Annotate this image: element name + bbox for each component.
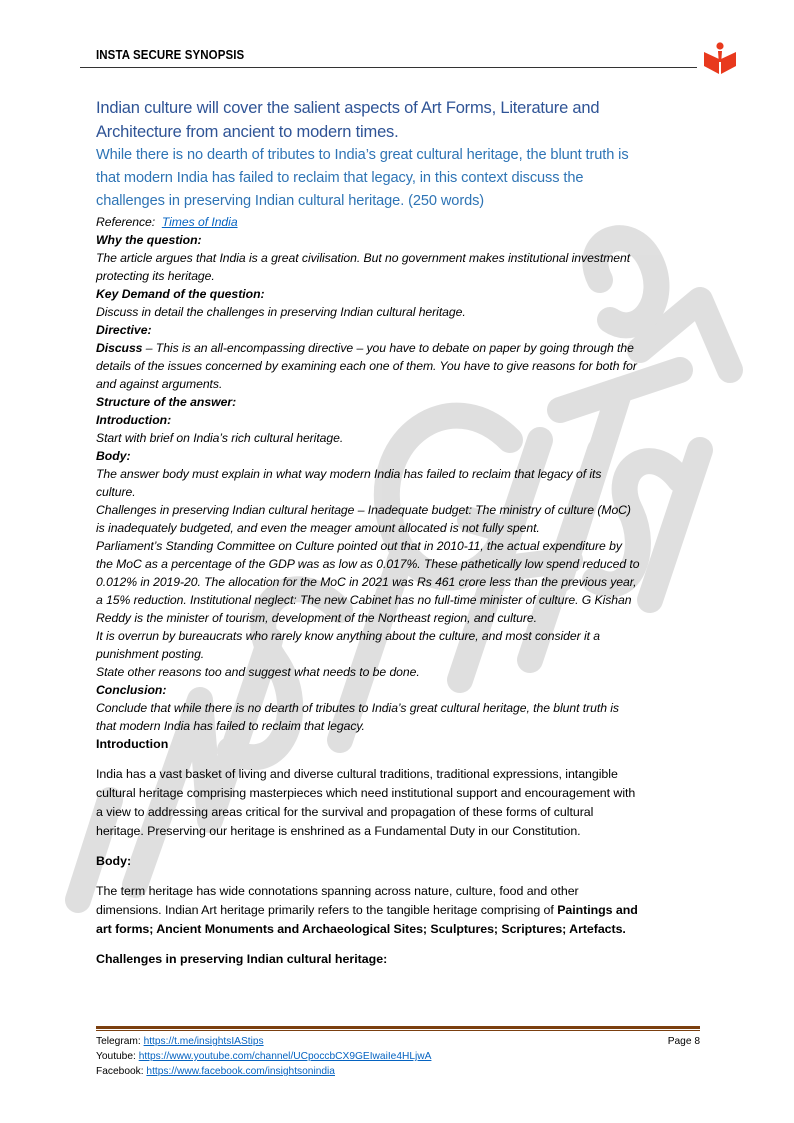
- footer-facebook: [96, 1064, 700, 1079]
- question-line2: that modern India has failed to reclaim that legacy, in this context discuss the: [96, 170, 584, 186]
- structure-intro-heading: Introduction:: [96, 413, 172, 427]
- intro-line: a view to addressing areas critical for the survival and propagation of these forms of cultural: [96, 805, 594, 819]
- facebook-label: Facebook:: [96, 1066, 147, 1077]
- directive-line3: and against arguments.: [96, 377, 223, 391]
- footer-divider-thin: [96, 1030, 700, 1031]
- structure-conclusion-heading: Conclusion:: [96, 683, 167, 697]
- header-divider: [80, 67, 697, 68]
- key-demand-text: Discuss in detail the challenges in preserving Indian cultural heritage.: [96, 305, 466, 319]
- answer-intro-text: [96, 765, 701, 841]
- facebook-link[interactable]: https://www.facebook.com/insightsonindia: [146, 1066, 335, 1077]
- conclusion-line: Conclude that while there is no dearth of tributes to India’s great cultural heritage, the blunt truth is: [96, 701, 619, 715]
- body-line: The answer body must explain in what way modern India has failed to reclaim that legacy of its: [96, 467, 602, 481]
- why-text: [96, 249, 701, 285]
- conclusion-line: that modern India has failed to reclaim that legacy.: [96, 719, 365, 733]
- question-text: [96, 144, 701, 213]
- body-line: Parliament’s Standing Committee on Culture pointed out that in 2010-11, the actual expenditure by: [96, 539, 622, 553]
- directive-line2: details of the issues concerned by examining each one of them. You have to give reasons for both for: [96, 359, 637, 373]
- directive-bold-word: Discuss: [96, 341, 143, 355]
- answer-body-line2: dimensions. Indian Art heritage primarily refers to the tangible heritage comprising of: [96, 903, 558, 917]
- intro-line: India has a vast basket of living and diverse cultural traditions, traditional expressions, intangible: [96, 767, 618, 781]
- intro-line: heritage. Preserving our heritage is enshrined as a Fundamental Duty in our Constitution.: [96, 824, 581, 838]
- footer-youtube: [96, 1049, 700, 1064]
- reference-link[interactable]: Times of India: [161, 215, 238, 229]
- body-line: culture.: [96, 485, 136, 499]
- youtube-label: Youtube:: [96, 1051, 139, 1062]
- telegram-link[interactable]: https://t.me/insightsIAStips: [143, 1036, 264, 1047]
- body-line: the MoC as a percentage of the GDP was as low as 0.017%. These pathetically low spend reduced to: [96, 557, 640, 571]
- footer-telegram: [96, 1034, 700, 1049]
- page-footer: [96, 1034, 700, 1079]
- structure-intro-text: Start with brief on India’s rich cultural heritage.: [96, 431, 344, 445]
- directive-line1: – This is an all-encompassing directive – you have to debate on paper by going through the: [142, 341, 634, 355]
- challenges-heading: Challenges in preserving Indian cultural heritage:: [96, 952, 388, 966]
- question-line3: challenges in preserving Indian cultural heritage. (250 words): [96, 193, 485, 209]
- answer-body-line2-bold: Paintings and: [557, 903, 638, 917]
- question-line1: While there is no dearth of tributes to India’s great cultural heritage, the blunt truth is: [96, 147, 629, 163]
- structure-conclusion-text: [96, 699, 701, 735]
- answer-intro-heading: Introduction: [96, 737, 169, 751]
- page-number: Page 8: [667, 1036, 700, 1047]
- body-line: Challenges in preserving Indian cultural heritage – Inadequate budget: The ministry of culture (MoC): [96, 503, 631, 517]
- why-line1: The article argues that India is a great civilisation. But no government makes institutional investment: [96, 251, 631, 265]
- body-line: a 15% reduction. Institutional neglect: The new Cabinet has no full-time minister of culture. G Kishan: [96, 593, 632, 607]
- telegram-label: Telegram:: [96, 1036, 144, 1047]
- body-line: punishment posting.: [96, 647, 205, 661]
- directive-text: [96, 339, 701, 393]
- directive-heading: Directive:: [96, 323, 152, 337]
- reference-line: [96, 213, 701, 231]
- section-title-line2: Architecture from ancient to modern times.: [96, 123, 399, 141]
- why-line2: protecting its heritage.: [96, 269, 215, 283]
- answer-body-heading: Body:: [96, 854, 132, 868]
- youtube-link[interactable]: https://www.youtube.com/channel/UCpoccbCX9GEIwaiIe4HLjwA: [138, 1051, 432, 1062]
- answer-body-line1: The term heritage has wide connotations spanning across nature, culture, food and other: [96, 884, 579, 898]
- body-line: It is overrun by bureaucrats who rarely know anything about the culture, and most consider it a: [96, 629, 601, 643]
- intro-line: cultural heritage comprising masterpieces which need institutional support and encouragement with: [96, 786, 636, 800]
- structure-heading: Structure of the answer:: [96, 395, 237, 409]
- answer-body-text: [96, 882, 701, 939]
- body-line: State other reasons too and suggest what needs to be done.: [96, 665, 420, 679]
- body-line: 0.012% in 2019-20. The allocation for the MoC in 2021 was Rs 461 crore less than the previous year,: [96, 575, 637, 589]
- page-content: [96, 96, 701, 969]
- structure-body-text: [96, 465, 701, 681]
- structure-body-heading: Body:: [96, 449, 131, 463]
- key-demand-heading: Key Demand of the question:: [96, 287, 265, 301]
- insights-logo-icon: [702, 40, 738, 76]
- section-title: [96, 96, 701, 144]
- why-heading: Why the question:: [96, 233, 202, 247]
- section-title-line1: Indian culture will cover the salient aspects of Art Forms, Literature and: [96, 99, 600, 117]
- body-line: is inadequately budgeted, and even the meager amount allocated is not fully spent.: [96, 521, 540, 535]
- running-header-title: INSTA SECURE SYNOPSIS: [96, 48, 245, 62]
- reference-label: Reference:: [96, 215, 156, 229]
- footer-divider-thick: [96, 1026, 700, 1029]
- body-line: Reddy is the minister of tourism, development of the Northeast region, and culture.: [96, 611, 537, 625]
- answer-body-line3-bold: art forms; Ancient Monuments and Archaeological Sites; Sculptures; Scriptures; Artefacts.: [96, 922, 626, 936]
